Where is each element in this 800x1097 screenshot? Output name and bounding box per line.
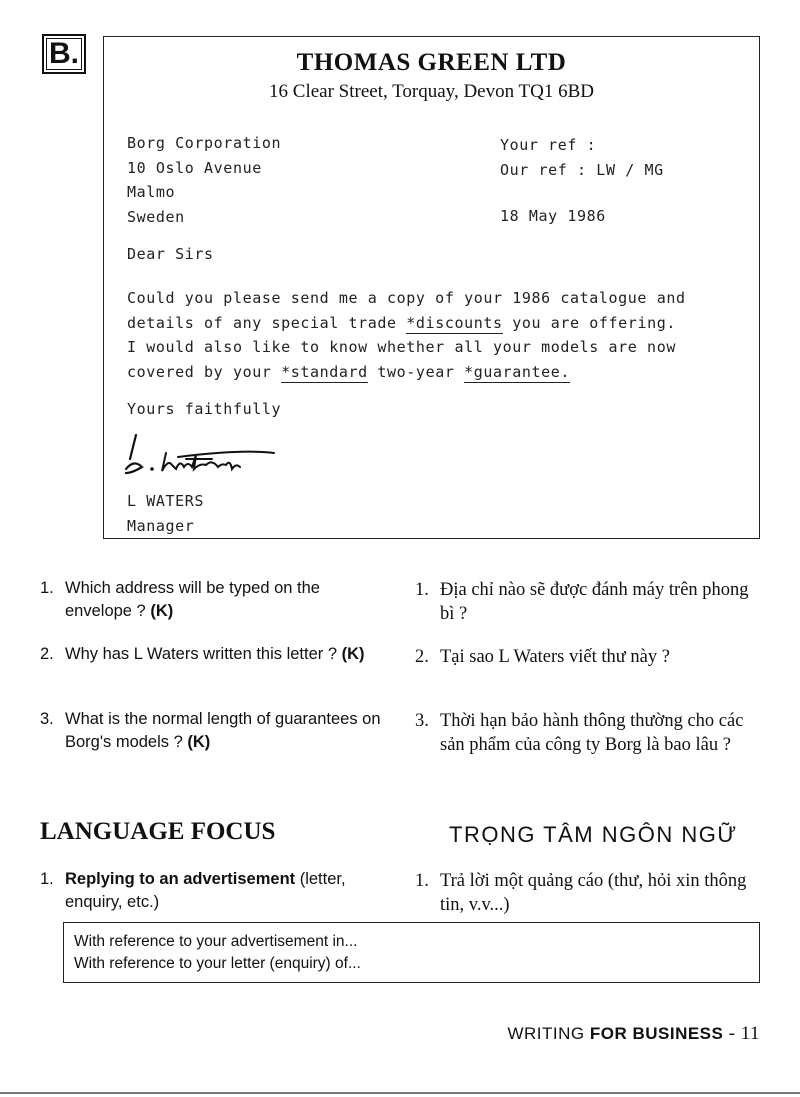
question-text: Which address will be typed on the envelope ?	[65, 579, 320, 620]
references	[500, 133, 664, 182]
question-tag: (K)	[341, 645, 365, 663]
your-ref: Your ref :	[500, 136, 597, 154]
footer-bold: FOR BUSINESS	[589, 1024, 724, 1043]
question-en-1	[40, 577, 385, 623]
underlined-term-discounts: *discounts	[406, 313, 503, 332]
handwritten-signature	[122, 429, 282, 479]
section-label	[42, 34, 86, 74]
item-number: 1.	[40, 870, 54, 888]
recipient-line: Malmo	[127, 183, 176, 201]
question-number: 2.	[40, 645, 54, 663]
question-tag: (K)	[150, 602, 174, 620]
section-label-inner-border	[46, 38, 82, 70]
recipient-line: Borg Corporation	[127, 134, 282, 152]
question-number: 1.	[415, 580, 429, 600]
section-label-text: B.	[49, 37, 79, 70]
body-line	[127, 360, 686, 385]
question-en-3	[40, 708, 395, 754]
question-number: 1.	[40, 579, 54, 597]
language-focus-heading-vi: TRỌNG TÂM NGÔN NGỮ	[449, 822, 738, 847]
focus-item-text: Trả lời một quảng cáo (thư, hỏi xin thông tin, v.v...)	[440, 871, 747, 915]
question-text: Địa chỉ nào sẽ được đánh máy trên phong bì ?	[440, 580, 749, 624]
company-name: THOMAS GREEN LTD	[296, 49, 567, 76]
language-focus-heading: LANGUAGE FOCUS	[40, 818, 276, 845]
body-text-fragment: two-year	[367, 362, 465, 381]
company-address: 16 Clear Street, Torquay, Devon TQ1 6BD	[269, 81, 594, 102]
salutation: Dear Sirs	[127, 245, 214, 263]
page-number: - 11	[723, 1023, 760, 1044]
question-text: Why has L Waters written this letter ?	[65, 645, 338, 663]
focus-item-en-1	[40, 868, 390, 914]
underlined-term-standard: *standard	[281, 362, 368, 381]
question-tag: (K)	[187, 733, 211, 751]
focus-item-detail: (letter, enquiry, etc.)	[65, 870, 346, 911]
footer-prefix: WRITING	[507, 1024, 590, 1043]
letter-body	[127, 286, 686, 384]
closing: Yours faithfully	[127, 400, 282, 418]
bottom-rule	[0, 1092, 800, 1094]
question-vi-1	[415, 578, 765, 626]
question-vi-3	[415, 709, 765, 757]
question-text: Tại sao L Waters viết thư này ?	[440, 647, 670, 667]
signer-block	[127, 489, 204, 538]
letter-box	[103, 36, 760, 539]
body-line: Could you please send me a copy of your 1986 catalogue and	[127, 289, 686, 307]
example-phrase: With reference to your letter (enquiry) of...	[74, 955, 361, 972]
focus-item-vi-1	[415, 869, 765, 917]
example-phrase: With reference to your advertisement in...	[74, 933, 358, 950]
body-text-fragment: details of any special trade	[127, 313, 407, 332]
signer-name: L WATERS	[127, 492, 205, 510]
question-vi-2	[415, 645, 765, 669]
recipient-address	[127, 131, 281, 229]
question-number: 2.	[415, 647, 429, 667]
underlined-term-guarantee: *guarantee.	[464, 362, 571, 381]
question-number: 3.	[415, 711, 429, 731]
question-text: Thời hạn bảo hành thông thường cho các sản phẩm của công ty Borg là bao lâu ?	[440, 711, 744, 755]
our-ref: Our ref : LW / MG	[500, 160, 664, 179]
body-text-fragment: you are offering.	[502, 313, 676, 332]
question-en-2	[40, 643, 395, 666]
focus-item-title: Replying to an advertisement	[65, 870, 296, 888]
letter-date: 18 May 1986	[500, 207, 606, 225]
body-text-fragment: covered by your	[127, 362, 282, 381]
recipient-line: 10 Oslo Avenue	[127, 158, 262, 177]
body-line	[127, 311, 686, 336]
example-phrases-box	[63, 922, 760, 983]
recipient-line: Sweden	[127, 207, 185, 226]
question-text: What is the normal length of guarantees on Borg's models ?	[65, 710, 381, 751]
question-number: 3.	[40, 710, 54, 728]
page-footer	[507, 1023, 760, 1045]
signer-title: Manager	[127, 516, 195, 535]
body-line: I would also like to know whether all your models are now	[127, 338, 676, 356]
item-number: 1.	[415, 871, 429, 891]
